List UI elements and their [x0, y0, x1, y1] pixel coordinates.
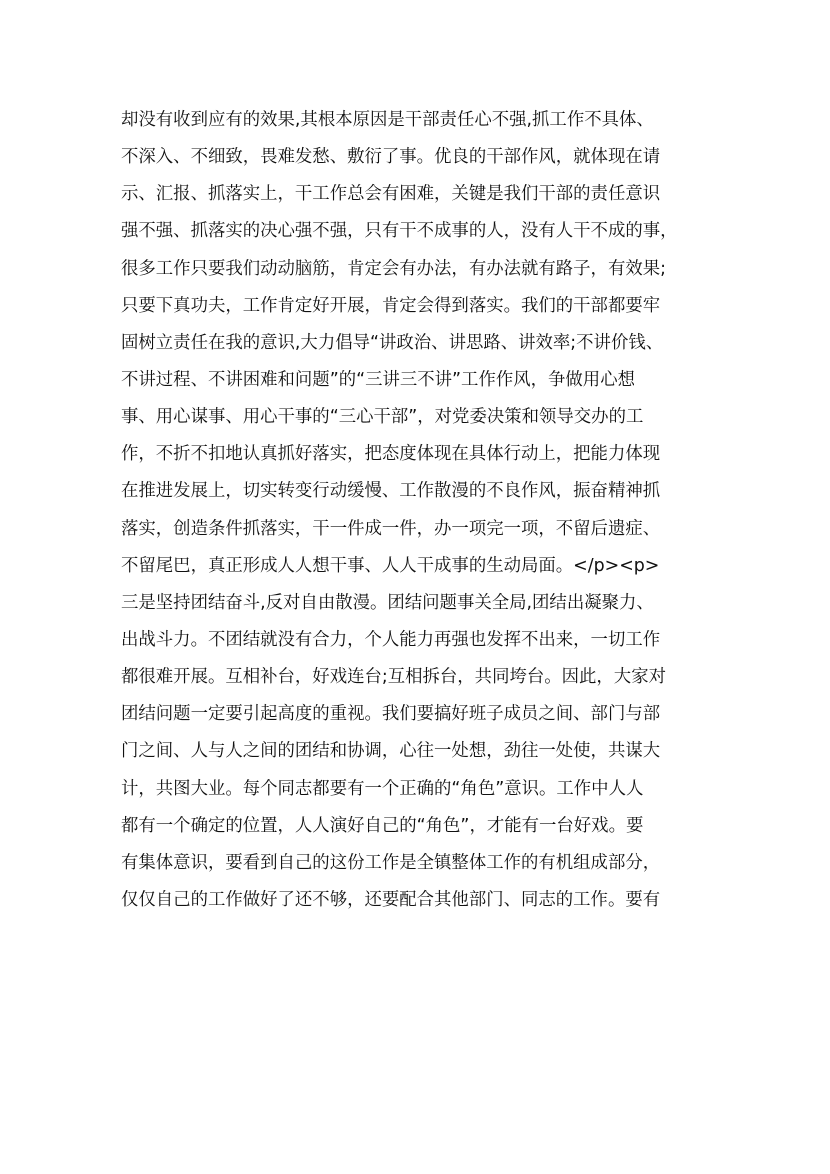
text-line: 不深入、不细致，畏难发愁、敷衍了事。优良的干部作风，就体现在请 — [121, 147, 661, 168]
text-line: 很多工作只要我们动动脑筋，肯定会有办法，有办法就有路子，有效果; — [121, 258, 666, 279]
text-line: 在推进发展上，切实转变行动缓慢、工作散漫的不良作风，振奋精神抓 — [121, 481, 661, 502]
text-line: 门之间、人与人之间的团结和协调，心往一处想，劲往一处使，共谋大 — [121, 741, 661, 762]
text-line: 不留尾巴，真正形成人人想干事、人人干成事的生动局面。</p><p> — [121, 555, 660, 576]
text-line: 都有一个确定的位置，人人演好自己的“角色”，才能有一台好戏。要 — [121, 815, 644, 836]
text-line: 都很难开展。互相补台，好戏连台;互相拆台，共同垮台。因此，大家对 — [121, 667, 666, 688]
text-line: 强不强、抓落实的决心强不强，只有干不成事的人，没有人干不成的事， — [121, 221, 678, 242]
text-line: 固树立责任在我的意识,大力倡导“讲政治、讲思路、讲效率;不讲价钱、 — [121, 332, 664, 353]
text-line: 计，共图大业。每个同志都要有一个正确的“角色”意识。工作中人人 — [121, 778, 644, 799]
text-line: 团结问题一定要引起高度的重视。我们要搞好班子成员之间、部门与部 — [121, 704, 661, 725]
text-line: 事、用心谋事、用心干事的“三心干部”，对党委决策和领导交办的工 — [121, 407, 644, 428]
text-line: 落实，创造条件抓落实，干一件成一件，办一项完一项，不留后遗症、 — [121, 518, 661, 539]
text-line: 出战斗力。不团结就没有合力，个人能力再强也发挥不出来，一切工作 — [121, 629, 661, 650]
body-text — [121, 102, 713, 919]
text-line: 仅仅自己的工作做好了还不够，还要配合其他部门、同志的工作。要有 — [121, 889, 661, 910]
text-line: 作，不折不扣地认真抓好落实，把态度体现在具体行动上，把能力体现 — [121, 444, 661, 465]
text-line: 三是坚持团结奋斗,反对自由散漫。团结问题事关全局,团结出凝聚力、 — [121, 592, 654, 613]
text-line: 有集体意识，要看到自己的这份工作是全镇整体工作的有机组成部分， — [121, 852, 661, 873]
text-line: 却没有收到应有的效果,其根本原因是干部责任心不强,抓工作不具体、 — [121, 110, 654, 130]
text-line: 示、汇报、抓落实上，干工作总会有困难，关键是我们干部的责任意识 — [121, 184, 661, 205]
text-line: 只要下真功夫，工作肯定好开展，肯定会得到落实。我们的干部都要牢 — [121, 295, 661, 316]
text-line: 不讲过程、不讲困难和问题”的“三讲三不讲”工作作风，争做用心想 — [121, 369, 635, 390]
